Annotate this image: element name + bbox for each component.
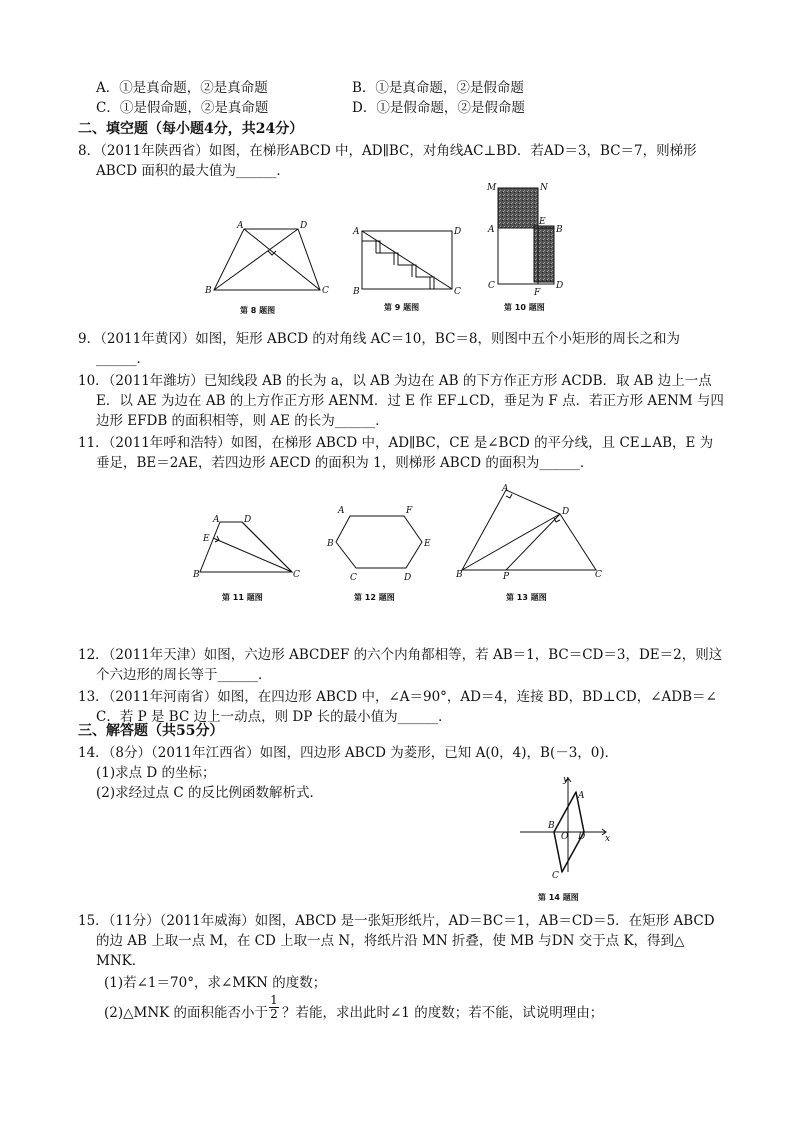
f12-label-f: F: [406, 506, 413, 516]
section-fill-blank-title: 二、填空题（每小题4分，共24分）: [78, 121, 304, 137]
f14-label-y: y: [563, 775, 569, 785]
f14-label-x: x: [605, 834, 611, 844]
figure-14: [516, 772, 616, 908]
f11-label-b: B: [193, 570, 200, 580]
fraction-numerator: 1: [270, 993, 278, 1007]
q8-line1: 8．（2011年陕西省）如图，在梯形ABCD 中，AD∥BC，对角线AC⊥BD．若AD＝3，BC＝7，则梯形: [78, 143, 697, 159]
q13-line2: C．若 P 是 BC 边上一动点，则 DP 长的最小值为______．: [96, 709, 452, 725]
fraction-denominator: 2: [270, 1007, 278, 1021]
f14-label-a: A: [578, 791, 585, 801]
q15-line1: 15．（11分）（2011年威海）如图，ABCD 是一张矩形纸片，AD＝BC＝1，AB＝CD＝5．在矩形 ABCD: [78, 913, 715, 929]
q15-line5b: ？若能，求出此时∠1 的度数；若不能，试说明理由；: [282, 1005, 604, 1021]
f10-caption: 第 10 题图: [504, 303, 545, 312]
f8-label-a: A: [237, 221, 244, 231]
f8-label-d: D: [300, 221, 308, 231]
f11-label-d: D: [244, 515, 252, 525]
choice-b: B．①是真命题，②是假命题: [352, 80, 524, 96]
figure-11: [190, 512, 308, 607]
f12-label-e: E: [424, 539, 431, 549]
figure-12: [326, 500, 438, 607]
f14-label-c: C: [552, 871, 559, 881]
q13-line1: 13．（2011年河南省）如图，在四边形 ABCD 中，∠A＝90°，AD＝4，连接 BD，BD⊥CD，∠ADB＝∠: [78, 689, 717, 705]
q15-line4: (1)若∠1＝70°，求∠MKN 的度数；: [104, 975, 327, 991]
q10-line1: 10．（2011年潍坊）已知线段 AB 的长为 a，以 AB 为边在 AB 的下方作正方形 ACDB．取 AB 边上一点: [78, 373, 712, 389]
f11-label-e: E: [203, 534, 210, 544]
q10-line2: E．以 AE 为边在 AB 的上方作正方形 AENM．过 E 作 EF⊥CD，垂足为 F 点．若正方形 AENM 与四: [96, 393, 724, 409]
f10-label-n: N: [540, 183, 548, 193]
f9-label-b: B: [353, 287, 360, 297]
figure-9: [348, 222, 466, 317]
q11-line2: 垂足，BE＝2AE，若四边形 AECD 的面积为 1，则梯形 ABCD 的面积为______．: [96, 455, 594, 471]
f9-label-a: A: [353, 227, 360, 237]
f9-label-d: D: [454, 227, 462, 237]
f10-label-e: E: [539, 217, 546, 227]
f10-label-b: B: [556, 225, 563, 235]
f10-label-m: M: [487, 183, 497, 193]
f13-label-c: C: [595, 570, 602, 580]
f12-label-d: D: [404, 573, 412, 583]
q11-line1: 11．（2011年呼和浩特）如图，在梯形 ABCD 中，AD∥BC，CE 是∠BCD 的平分线，且 CE⊥AB，E 为: [78, 435, 714, 451]
q8-line2: ABCD 面积的最大值为______．: [96, 163, 290, 179]
f12-label-a: A: [338, 506, 345, 516]
q10-line3: 边形 EFDB 的面积相等，则 AE 的长为______．: [96, 413, 389, 429]
f11-label-a: A: [213, 515, 220, 525]
f14-label-o: O: [561, 832, 569, 842]
f10-label-c: C: [488, 281, 495, 291]
q12-line2: 个六边形的周长等于______．: [96, 667, 272, 683]
q15-line3: MNK．: [96, 953, 146, 969]
f10-label-a: A: [488, 225, 495, 235]
f13-label-a: A: [502, 484, 509, 494]
fraction-one-half: [268, 994, 280, 1021]
f12-label-c: C: [350, 573, 357, 583]
figure-13: [452, 482, 608, 607]
f13-label-p: P: [503, 572, 510, 582]
f13-caption: 第 13 题图: [506, 593, 547, 602]
q14-line3: (2)求经过点 C 的反比例函数解析式．: [96, 785, 324, 801]
f11-caption: 第 11 题图: [222, 593, 263, 602]
f14-label-b: B: [548, 821, 555, 831]
f8-label-c: C: [322, 286, 329, 296]
f11-label-c: C: [293, 570, 300, 580]
f10-label-d: D: [556, 281, 564, 291]
f12-label-b: B: [327, 539, 334, 549]
choice-d: D．①是假命题，②是假命题: [352, 100, 525, 116]
section-answer-title: 三、解答题（共55分）: [78, 723, 224, 739]
figure-8: [200, 215, 330, 320]
choice-a: A．①是真命题，②是真命题: [96, 80, 268, 96]
f8-caption: 第 8 题图: [240, 306, 276, 315]
q15-line2: 的边 AB 上取一点 M，在 CD 上取一点 N，将纸片沿 MN 折叠，使 MB 与DN 交于点 K，得到△: [96, 933, 685, 949]
f14-label-d: D: [578, 832, 586, 842]
q15-line5a: (2)△MNK 的面积能否小于: [104, 1005, 269, 1021]
f9-caption: 第 9 题图: [384, 303, 420, 312]
q14-line1: 14．（8分）（2011年江西省）如图，四边形 ABCD 为菱形，已知 A(0，4)，B(－3，0)．: [78, 745, 619, 761]
f10-label-f: F: [534, 288, 541, 298]
f14-caption: 第 14 题图: [538, 893, 579, 902]
figure-10: [484, 182, 568, 318]
f13-label-b: B: [456, 570, 463, 580]
f12-caption: 第 12 题图: [354, 593, 395, 602]
q9-line1: 9．（2011年黄冈）如图，矩形 ABCD 的对角线 AC＝10，BC＝8，则图中五个小矩形的周长之和为: [78, 331, 680, 347]
f9-label-c: C: [454, 287, 461, 297]
f8-label-b: B: [205, 286, 212, 296]
f13-label-d: D: [562, 507, 570, 517]
choice-c: C．①是假命题，②是真命题: [96, 100, 269, 116]
q12-line1: 12．（2011年天津）如图，六边形 ABCDEF 的六个内角都相等，若 AB＝1，BC＝CD＝3，DE＝2，则这: [78, 647, 723, 663]
q14-line2: (1)求点 D 的坐标；: [96, 765, 216, 781]
q9-line2: ______．: [96, 351, 150, 367]
